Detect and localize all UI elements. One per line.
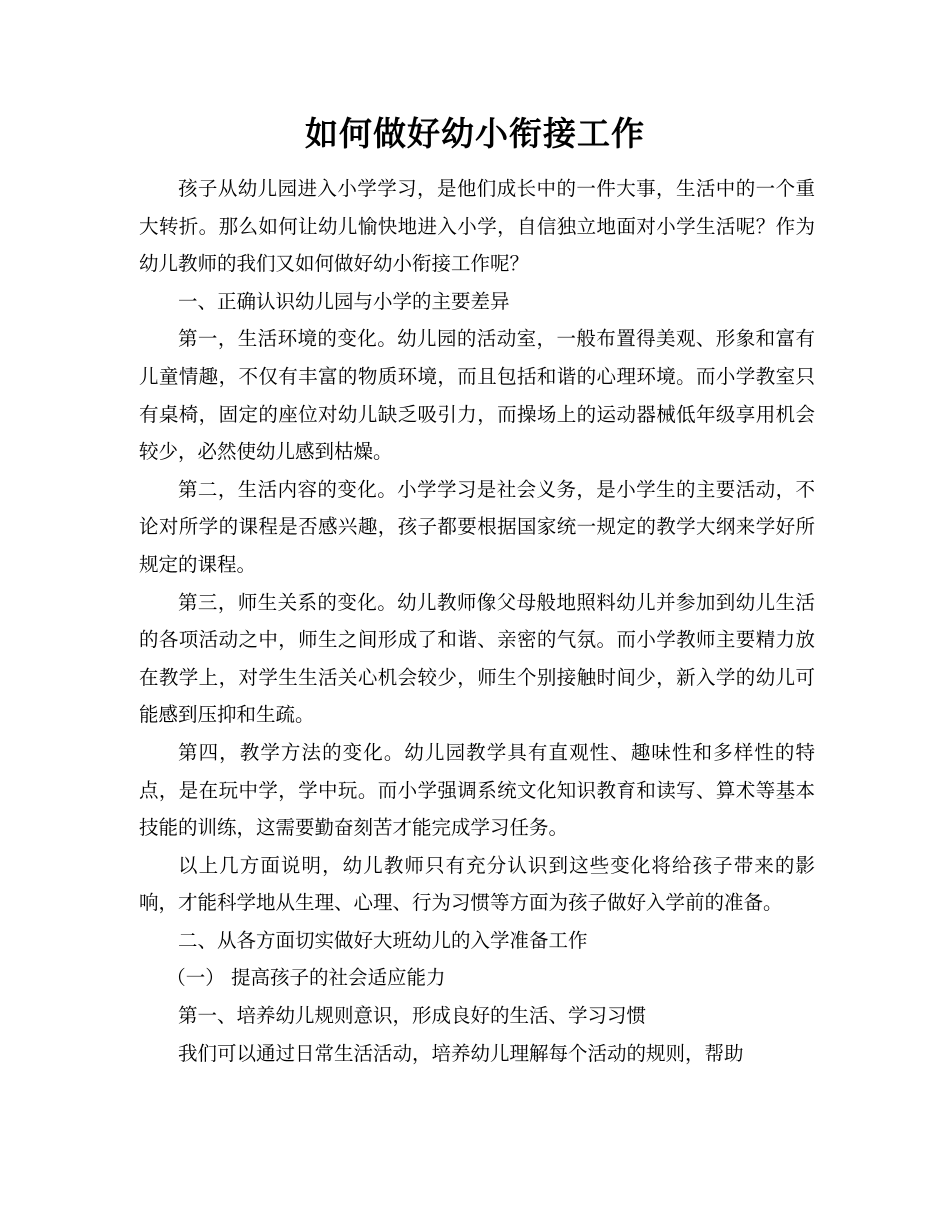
paragraph-intro: 孩子从幼儿园进入小学学习，是他们成长中的一件大事，生活中的一个重大转折。那么如何让幼儿愉快地进入小学，自信独立地面对小学生活呢？作为幼儿教师的我们又如何做好幼小衔接工作呢？ (139, 177, 815, 276)
paragraph-rules: 我们可以通过日常生活活动，培养幼儿理解每个活动的规则，帮助 (178, 1041, 744, 1065)
document-body (139, 170, 815, 1072)
subsection-heading-1: （一） 提高孩子的社会适应能力 (166, 966, 446, 990)
document-title: 如何做好幼小衔接工作 (305, 114, 645, 153)
paragraph-content: 第二，生活内容的变化。小学学习是社会义务，是小学生的主要活动，不论对所学的课程是否感兴趣，孩子都要根据国家统一规定的教学大纲来学好所规定的课程。 (139, 477, 815, 576)
section-heading-2: 二、从各方面切实做好大班幼儿的入学准备工作 (178, 928, 588, 952)
paragraph-relationship: 第三，师生关系的变化。幼儿教师像父母般地照料幼儿并参加到幼儿生活的各项活动之中，师生之间形成了和谐、亲密的气氛。而小学教师主要精力放在教学上，对学生生活关心机会较少，师生个别接触时间少，新入学的幼儿可能感到压抑和生疏。 (139, 590, 815, 727)
point-heading-1: 第一、培养幼儿规则意识，形成良好的生活、学习习惯 (178, 1004, 647, 1028)
section-heading-1: 一、正确认识幼儿园与小学的主要差异 (178, 289, 510, 313)
paragraph-summary: 以上几方面说明，幼儿教师只有充分认识到这些变化将给孩子带来的影响，才能科学地从生理、心理、行为习惯等方面为孩子做好入学前的准备。 (139, 853, 815, 915)
paragraph-environment: 第一，生活环境的变化。幼儿园的活动室，一般布置得美观、形象和富有儿童情趣，不仅有丰富的物质环境，而且包括和谐的心理环境。而小学教室只有桌椅，固定的座位对幼儿缺乏吸引力，而操场上的运动器械低年级享用机会较少，必然使幼儿感到枯燥。 (139, 327, 815, 464)
paragraph-teaching-method: 第四，教学方法的变化。幼儿园教学具有直观性、趣味性和多样性的特点，是在玩中学，学中玩。而小学强调系统文化知识教育和读写、算术等基本技能的训练，这需要勤奋刻苦才能完成学习任务。 (139, 740, 815, 840)
